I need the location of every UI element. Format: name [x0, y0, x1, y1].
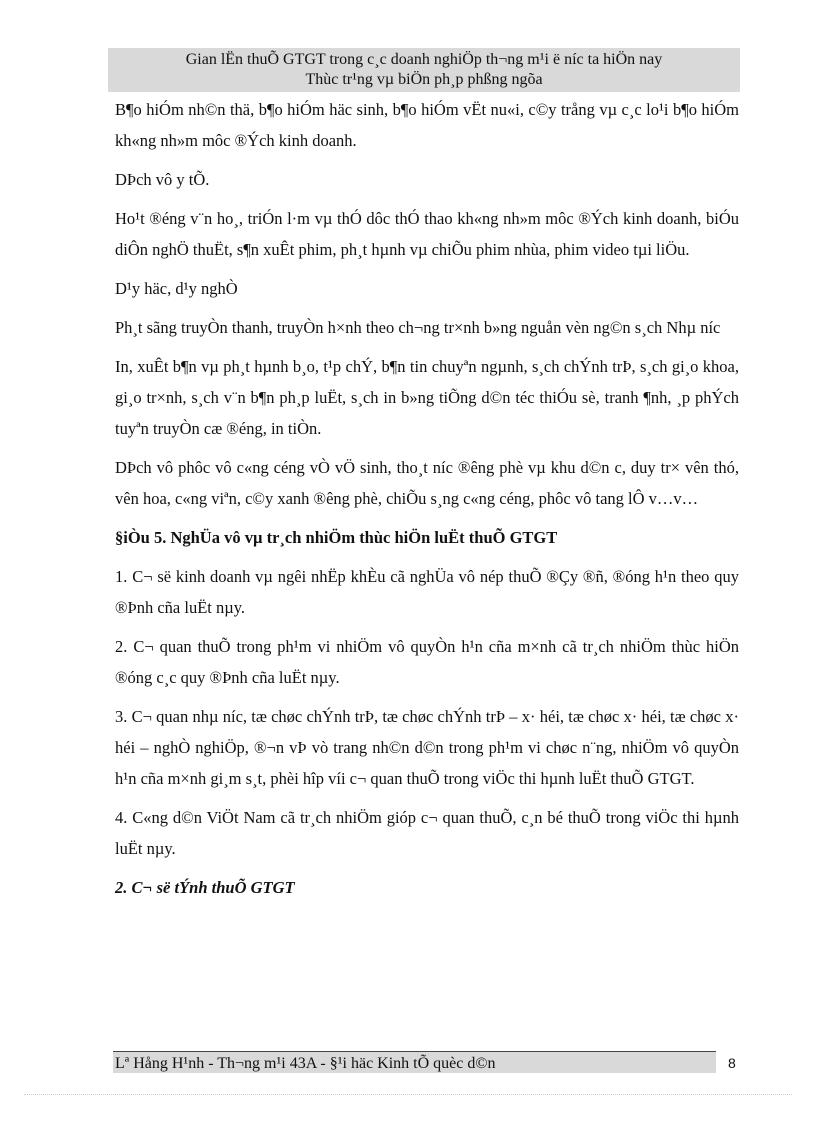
page-header [108, 48, 740, 92]
numbered-item-2: 2. C¬ quan thuÕ trong ph¹m vi nhiÖm vô quyÒn h¹n cña m×nh cã tr¸ch nhiÖm thùc hiÖn ®óng c¸c quy ®Þnh cña luËt nµy. [115, 637, 739, 687]
paragraph-broadcasting: Ph¸t sãng truyÒn thanh, truyÒn h×nh theo ch¬ng tr×nh b»ng nguån vèn ng©n s¸ch Nhµ níc [115, 318, 721, 337]
numbered-item-3: 3. C¬ quan nhµ níc, tæ chøc chÝnh trÞ, tæ chøc chÝnh trÞ – x· héi, tæ chøc x· héi, tæ chøc x· héi – nghÒ nghiÖp, ®¬n vÞ vò trang nh©n d©n trong ph¹m vi chøc n¨ng, nhiÖm vô quyÒn h¹n cña m×nh gi¸m s¸t, phèi hîp víi c¬ quan thuÕ trong viÖc thi hµnh luËt thuÕ GTGT. [115, 707, 739, 788]
numbered-item-1: 1. C¬ së kinh doanh vµ ngêi nhËp khÈu cã nghÜa vô nép thuÕ ®Çy ®ñ, ®óng h¹n theo quy ®Þnh cña luËt nµy. [115, 567, 739, 617]
header-title-line-2: Thùc tr¹ng vµ biÖn ph¸p phßng ngõa [305, 71, 543, 88]
page-bottom-divider [24, 1094, 792, 1095]
numbered-item-4: 4. C«ng d©n ViÖt Nam cã tr¸ch nhiÖm gióp c¬ quan thuÕ, c¸n bé thuÕ trong viÖc thi hµnh luËt nµy. [115, 808, 739, 858]
paragraph-medical: DÞch vô y tÕ. [115, 170, 210, 189]
footer-author: Lª Hång H¹nh - Th¬ng m¹i 43A - §¹i häc Kinh tÕ quèc d©n [115, 1055, 496, 1072]
paragraph-public-services: DÞch vô phôc vô c«ng céng vÒ vÖ sinh, tho¸t níc ®êng phè vµ khu d©n c, duy tr× vên thó, vên hoa, c«ng viªn, c©y xanh ®êng phè, chiÕu s¸ng c«ng céng, phôc vô tang lÔ v…v… [115, 458, 739, 508]
subsection-heading: 2. C¬ së tÝnh thuÕ GTGT [115, 878, 295, 897]
header-title-line-1: Gian lËn thuÕ GTGT trong c¸c doanh nghiÖp th¬ng m¹i ë níc ta hiÖn nay [185, 51, 663, 68]
paragraph-education: D¹y häc, d¹y nghÒ [115, 279, 238, 298]
paragraph-culture: Ho¹t ®éng v¨n ho¸, triÓn l·m vµ thÓ dôc thÓ thao kh«ng nh»m môc ®Ých kinh doanh, biÓu diÔn nghÖ thuËt, s¶n xuÊt phim, ph¸t hµnh vµ chiÕu phim nhùa, phim video tµi liÖu. [115, 209, 739, 259]
paragraph-publishing: In, xuÊt b¶n vµ ph¸t hµnh b¸o, t¹p chÝ, b¶n tin chuyªn ngµnh, s¸ch chÝnh trÞ, s¸ch gi¸o khoa, gi¸o tr×nh, s¸ch v¨n b¶n ph¸p luËt, s¸ch in b»ng tiÕng d©n téc thiÓu sè, tranh ¶nh, ¸p phÝch tuyªn truyÒn cæ ®éng, in tiÒn. [115, 357, 739, 438]
paragraph-insurance: B¶o hiÓm nh©n thä, b¶o hiÓm häc sinh, b¶o hiÓm vËt nu«i, c©y trång vµ c¸c lo¹i b¶o hiÓm kh«ng nh»m môc ®Ých kinh doanh. [115, 100, 739, 150]
page-number: 8 [728, 1055, 736, 1071]
section-heading: §iÒu 5. NghÜa vô vµ tr¸ch nhiÖm thùc hiÖn luËt thuÕ GTGT [115, 528, 558, 547]
document-body [115, 94, 739, 911]
